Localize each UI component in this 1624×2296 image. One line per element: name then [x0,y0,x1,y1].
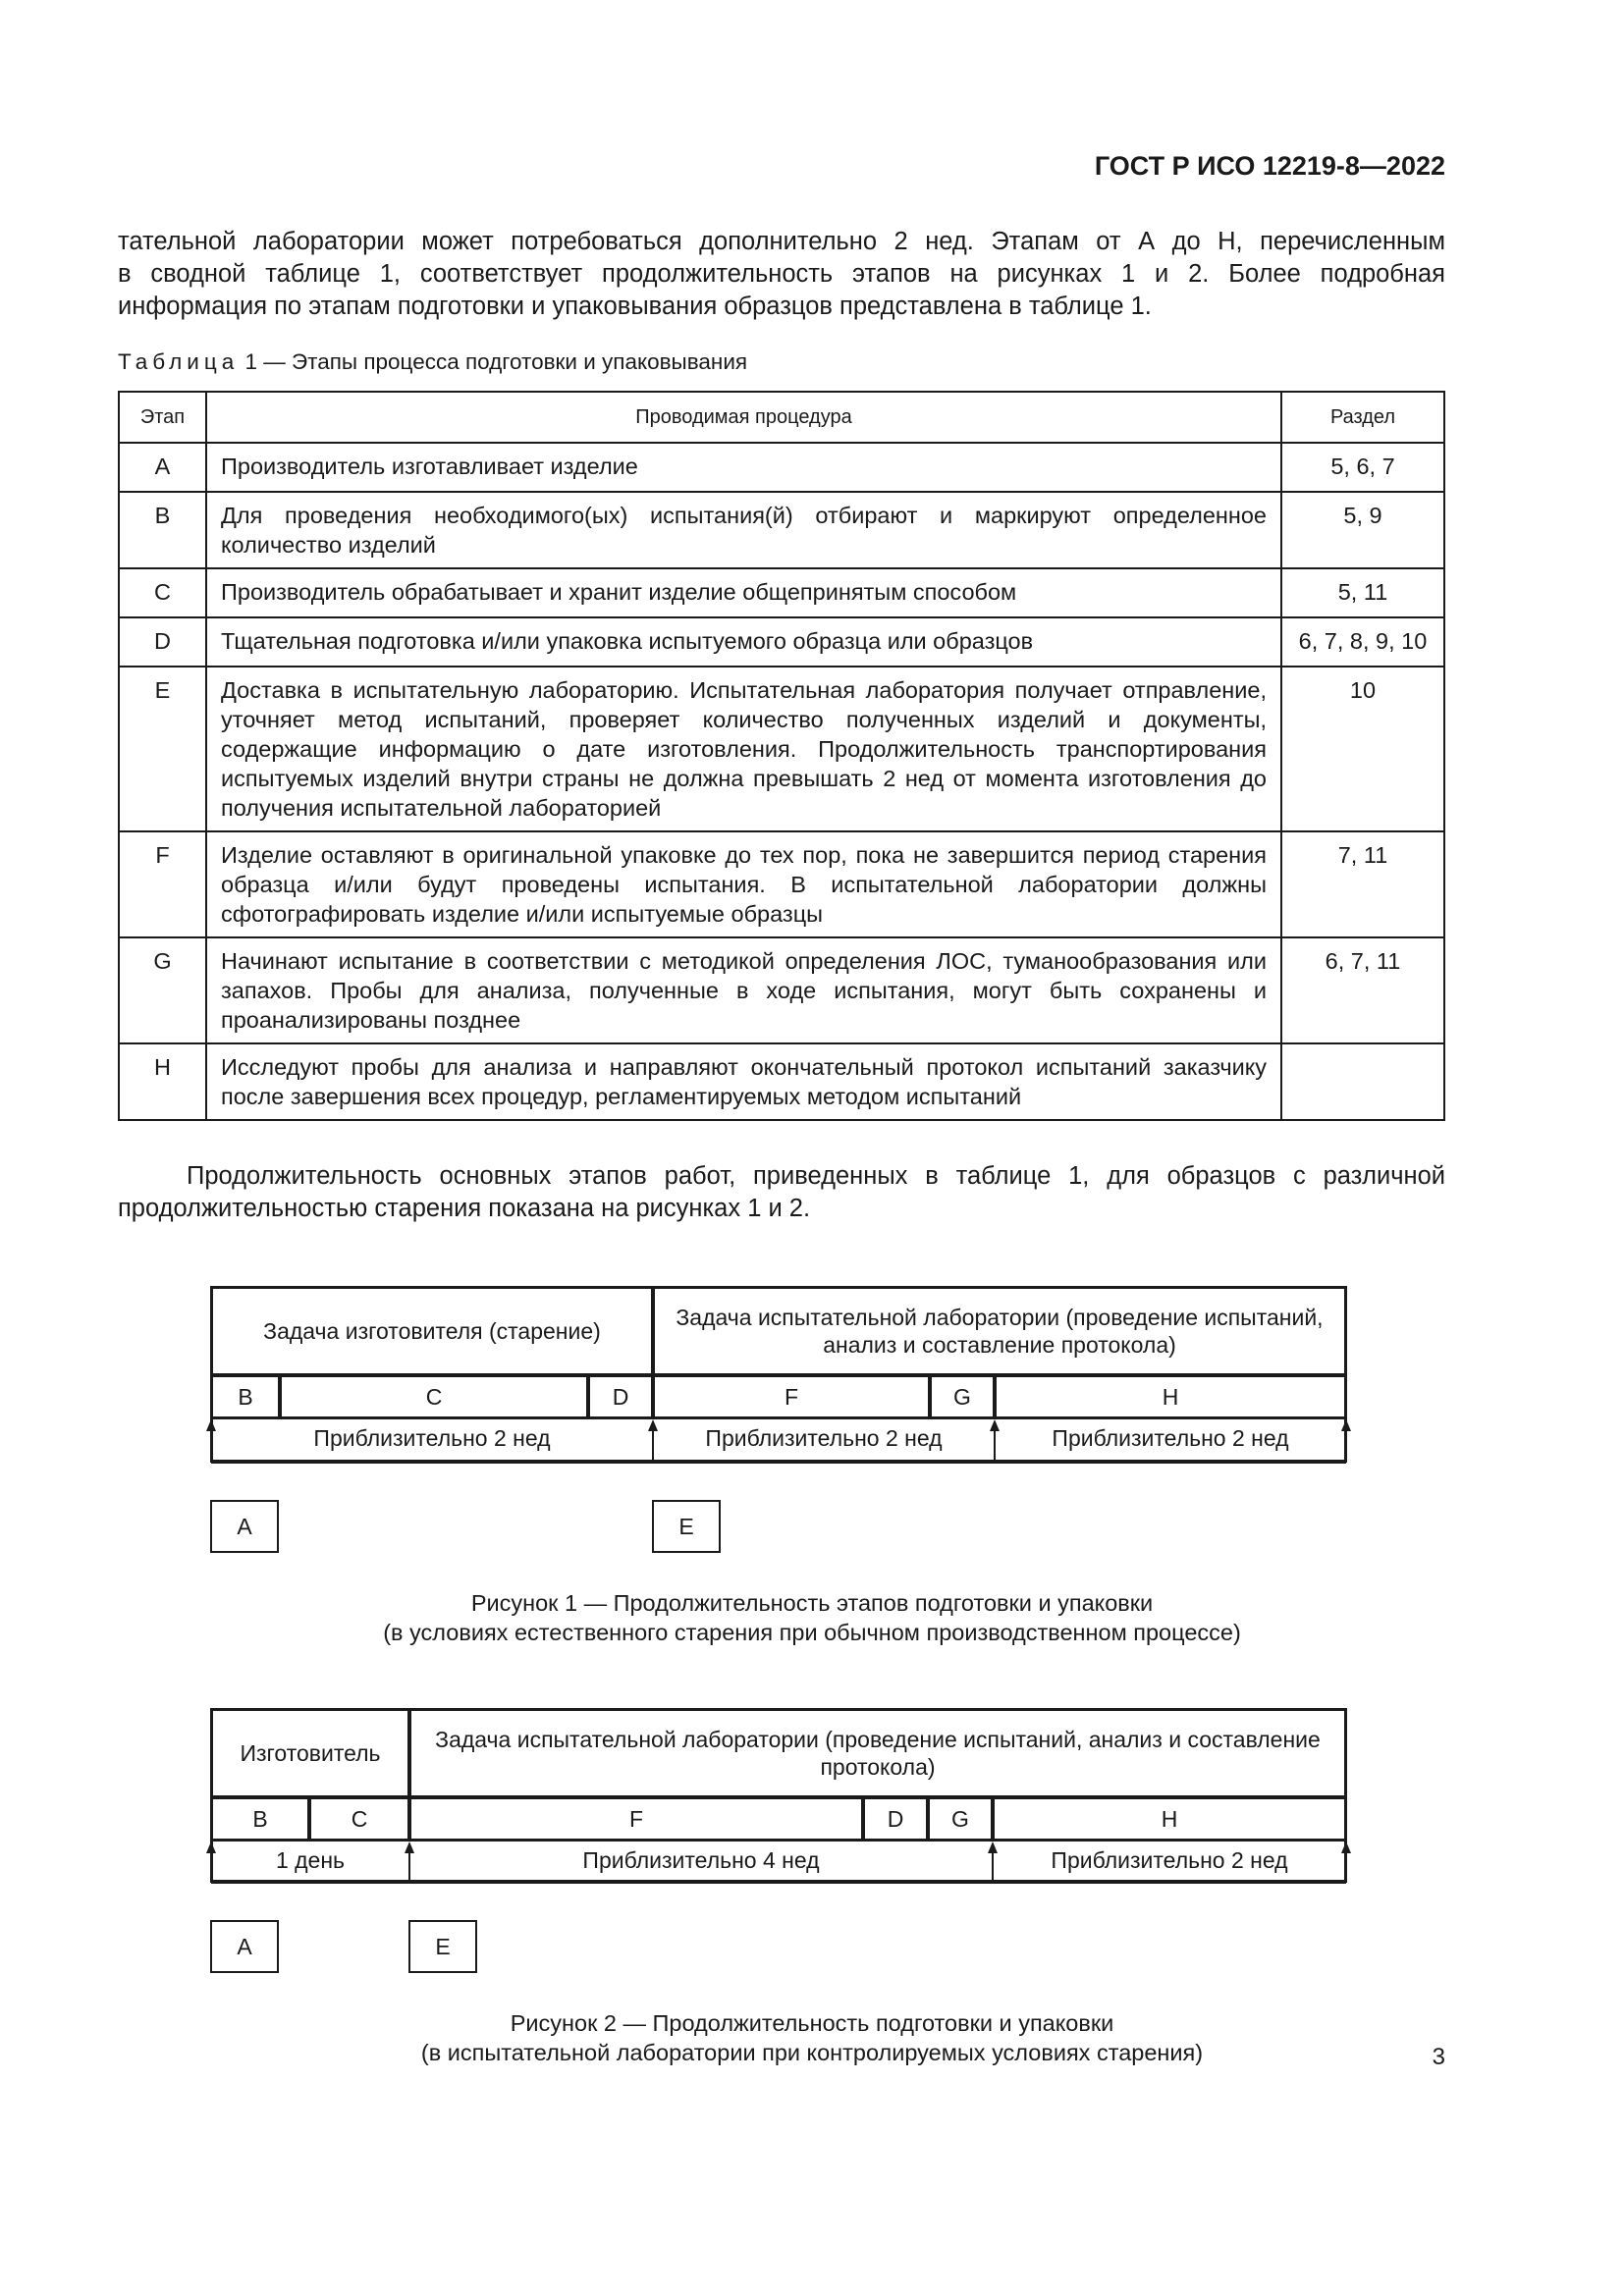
procedure-cell: Производитель обрабатывает и хранит изделие общепринятым способом [206,568,1281,617]
figure-2-stage-f: F [408,1796,864,1842]
stage-cell: A [119,443,206,492]
figure-2-duration: Приблизительно 2 нед [1051,1847,1288,1873]
table-row [119,831,1444,937]
after-paragraph [118,1160,1445,1225]
header-procedure: Проводимая процедура [206,392,1281,443]
stage-cell: G [119,937,206,1043]
table-row [119,1043,1444,1120]
figure-2-stage-g: G [927,1796,994,1842]
figure-2-stage-c: C [308,1796,410,1842]
table-row [119,492,1444,568]
stages-table [118,391,1445,1121]
figure-2-manufacturer: Изготовитель [210,1708,410,1798]
procedure-cell: Изделие оставляют в оригинальной упаковке до тех пор, пока не завершится период старения образца и/или будут проведены испытания. В испытательной лаборатории должны сфотографировать изделие и/или испытуемые образцы [206,831,1281,937]
table-row [119,568,1444,617]
table-row [119,937,1444,1043]
stage-cell: H [119,1043,206,1120]
procedure-cell: Доставка в испытательную лабораторию. Испытательная лаборатория получает отправление, уточняет метод испытаний, проверяет количество полученных изделий и документы, содержащие информацию о дате изготовления. Продолжительность транспортирования испытуемых изделий внутри страны не должна превышать 2 нед от момента изготовления до получения испытательной лабораторией [206,667,1281,831]
figure-2-duration: 1 день [275,1847,346,1873]
figure-1-marker-a: A [210,1500,279,1553]
figure-1-stage-c: C [279,1374,589,1419]
intro-line: информация по этапам подготовки и упаковывания образцов представлена в таблице 1. [118,293,1152,320]
figure-2-duration: Приблизительно 4 нед [582,1847,820,1873]
figure-1-stage-h: H [994,1374,1347,1419]
figure-2-marker-a: A [210,1920,279,1973]
figure-1-caption-line: (в условиях естественного старения при обычном производственном процессе) [383,1620,1241,1645]
header-stage: Этап [119,392,206,443]
table-caption-text: 1 — Этапы процесса подготовки и упаковывания [239,349,748,374]
procedure-cell: Производитель изготавливает изделие [206,443,1281,492]
figure-1-stage-g: G [929,1374,996,1419]
table-header-row [119,392,1444,443]
figure-2-stage-b: B [210,1796,310,1842]
intro-paragraph [118,226,1445,323]
intro-line: в сводной таблице 1, соответствует продолжительность этапов на рисунках 1 и 2. Более подробная [118,260,1445,288]
table-caption [118,349,747,375]
figure-1-stage-b: B [210,1374,281,1419]
section-cell: 7, 11 [1281,831,1444,937]
table-caption-label: Таблица [118,349,240,374]
procedure-cell: Для проведения необходимого(ых) испытания(й) отбирают и маркируют определенное количество изделий [206,492,1281,568]
table-row [119,667,1444,831]
figure-2-stage-d: D [862,1796,929,1842]
after-line: продолжительностью старения показана на рисунках 1 и 2. [118,1195,811,1222]
document-header: ГОСТ Р ИСО 12219-8—2022 [1094,151,1445,181]
stage-cell: E [119,667,206,831]
figure-1-manufacturer-task: Задача изготовителя (старение) [210,1286,654,1376]
section-cell: 5, 6, 7 [1281,443,1444,492]
procedure-cell: Исследуют пробы для анализа и направляют окончательный протокол испытаний заказчику после завершения всех процедур, регламентируемых методом испытаний [206,1043,1281,1120]
figure-2-stage-h: H [992,1796,1347,1842]
table-row [119,617,1444,667]
section-cell: 6, 7, 11 [1281,937,1444,1043]
intro-line: тательной лаборатории может потребоваться дополнительно 2 нед. Этапам от А до Н, перечисленным [118,228,1445,255]
figure-2-lab-task: Задача испытательной лаборатории (проведение испытаний, анализ и составление протокола) [408,1708,1347,1798]
stage-cell: D [119,617,206,667]
page-number: 3 [1432,2044,1445,2070]
section-cell: 5, 11 [1281,568,1444,617]
figure-1-caption [0,1588,1624,1647]
figure-1-stage-d: D [587,1374,654,1419]
figure-1-stage-f: F [652,1374,931,1419]
stage-cell: C [119,568,206,617]
table-row [119,443,1444,492]
figure-2-caption-line: Рисунок 2 — Продолжительность подготовки и упаковки [510,2010,1114,2036]
figure-1-duration: Приблизительно 2 нед [313,1425,551,1451]
after-line: Продолжительность основных этапов работ, приведенных в таблице 1, для образцов с различной [187,1162,1445,1190]
figure-2-caption-line: (в испытательной лаборатории при контролируемых условиях старения) [420,2040,1204,2065]
figure-1-marker-e: E [652,1500,721,1553]
figure-1-duration: Приблизительно 2 нед [705,1425,943,1451]
figure-1-caption-line: Рисунок 1 — Продолжительность этапов подготовки и упаковки [470,1590,1154,1616]
procedure-cell: Тщательная подготовка и/или упаковка испытуемого образца или образцов [206,617,1281,667]
stage-cell: F [119,831,206,937]
procedure-cell: Начинают испытание в соответствии с методикой определения ЛОС, туманообразования или запахов. Пробы для анализа, полученные в ходе испытания, могут быть сохранены и проанализированы позднее [206,937,1281,1043]
figure-2-marker-e: E [408,1920,477,1973]
stage-cell: B [119,492,206,568]
section-cell: 10 [1281,667,1444,831]
figure-1-duration: Приблизительно 2 нед [1052,1425,1289,1451]
section-cell [1281,1043,1444,1120]
section-cell: 6, 7, 8, 9, 10 [1281,617,1444,667]
header-section: Раздел [1281,392,1444,443]
section-cell: 5, 9 [1281,492,1444,568]
figure-2-caption [0,2008,1624,2067]
figure-1-lab-task: Задача испытательной лаборатории (проведение испытаний, анализ и составление протокола) [652,1286,1347,1376]
